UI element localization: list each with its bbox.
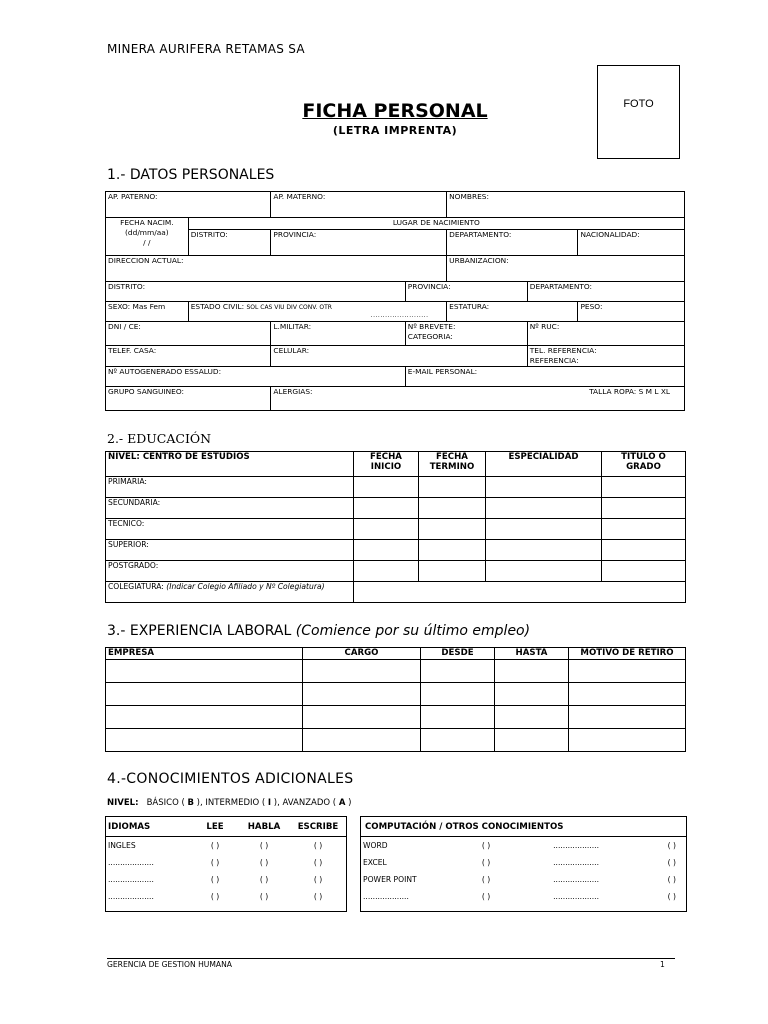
lang-habla-check[interactable]: ( ) — [259, 858, 269, 867]
referencia-label: REFERENCIA: — [529, 356, 579, 365]
section-experience-title: 3.- EXPERIENCIA LABORAL (Comience por su último empleo) — [107, 623, 531, 639]
comp-name[interactable]: ................... — [363, 892, 409, 901]
exp-cell[interactable] — [106, 706, 303, 729]
direccion-field[interactable]: DIRECCION ACTUAL: — [106, 256, 447, 282]
grupo-sanguineo-field[interactable]: GRUPO SANGUINEO: — [106, 387, 271, 411]
distrito-field[interactable]: DISTRITO: — [106, 282, 406, 302]
exp-cell[interactable] — [106, 660, 303, 683]
edu-cell[interactable] — [354, 477, 419, 498]
exp-cell[interactable] — [421, 683, 495, 706]
edu-cell[interactable] — [486, 540, 602, 561]
edu-cell[interactable] — [419, 477, 486, 498]
departamento-nac-field[interactable]: DEPARTAMENTO: — [447, 230, 578, 256]
edu-row-label: SECUNDARIA: — [106, 498, 354, 519]
ruc-field[interactable]: Nº RUC: — [527, 322, 684, 346]
edu-cell[interactable] — [486, 498, 602, 519]
comp-name[interactable]: POWER POINT — [363, 875, 417, 884]
militar-field[interactable]: L.MILITAR: — [271, 322, 405, 346]
comp-check[interactable]: ( ) — [481, 858, 491, 867]
edu-header-titulo: TITULO O GRADO — [602, 452, 686, 477]
edu-cell[interactable] — [419, 561, 486, 582]
lang-header-escribe: ESCRIBE — [297, 822, 339, 832]
edu-cell[interactable] — [354, 540, 419, 561]
nivel-legend: NIVEL: BÁSICO ( B ), INTERMEDIO ( I ), AVANZADO ( A ) — [107, 798, 352, 808]
colegiatura-label: COLEGIATURA: (Indicar Colegio Afiliado y Nº Colegiatura) — [106, 582, 354, 603]
lang-name[interactable]: ................... — [108, 858, 154, 867]
lang-name[interactable]: INGLES — [108, 841, 136, 850]
brevete-label: Nº BREVETE: — [407, 322, 456, 331]
edu-row-label: PRIMARIA: — [106, 477, 354, 498]
languages-box — [105, 816, 347, 912]
edu-row-label: SUPERIOR: — [106, 540, 354, 561]
edu-header-termino: FECHA TERMINO — [419, 452, 486, 477]
comp-other-check[interactable]: ( ) — [667, 892, 676, 901]
ap-paterno-field[interactable]: AP. PATERNO: — [106, 192, 271, 218]
exp-cell[interactable] — [495, 729, 569, 752]
exp-header-hasta: HASTA — [495, 648, 569, 660]
edu-cell[interactable] — [602, 477, 686, 498]
lugar-nac-label: LUGAR DE NACIMIENTO — [188, 218, 684, 230]
exp-cell[interactable] — [421, 729, 495, 752]
computing-header: COMPUTACIÓN / OTROS CONOCIMIENTOS — [365, 822, 564, 832]
lang-name[interactable]: ................... — [108, 875, 154, 884]
provincia-nac-field[interactable]: PROVINCIA: — [271, 230, 447, 256]
computing-divider — [361, 836, 686, 837]
footer-department: GERENCIA DE GESTION HUMANA — [107, 960, 232, 969]
exp-cell[interactable] — [303, 660, 421, 683]
nacionalidad-field[interactable]: NACIONALIDAD: — [578, 230, 685, 256]
lang-escribe-check[interactable]: ( ) — [313, 841, 323, 850]
email-field[interactable]: E-MAIL PERSONAL: — [405, 367, 684, 387]
computing-rows — [361, 841, 686, 909]
exp-cell[interactable] — [569, 683, 686, 706]
edu-cell[interactable] — [602, 561, 686, 582]
lang-header-lee: LEE — [206, 822, 224, 832]
estatura-field[interactable]: ESTATURA: — [447, 302, 578, 322]
education-table — [105, 451, 686, 603]
sexo-field[interactable]: SEXO: Mas Fem — [106, 302, 189, 322]
exp-cell[interactable] — [569, 660, 686, 683]
exp-cell[interactable] — [569, 706, 686, 729]
comp-other-name[interactable]: ................... — [553, 875, 599, 884]
essalud-field[interactable]: Nº AUTOGENERADO ESSALUD: — [106, 367, 406, 387]
lang-lee-check[interactable]: ( ) — [210, 858, 220, 867]
experience-table — [105, 647, 686, 752]
tel-ref-label: TEL. REFERENCIA: — [529, 346, 597, 355]
alergias-label: ALERGIAS: — [273, 387, 313, 396]
fecha-nac-label: FECHA NACIM. — [120, 218, 174, 227]
distrito-nac-field[interactable]: DISTRITO: — [188, 230, 271, 256]
lang-header-idiomas: IDIOMAS — [108, 822, 151, 832]
edu-cell[interactable] — [486, 519, 602, 540]
comp-other-name[interactable]: ................... — [553, 841, 599, 850]
edu-header-nivel: NIVEL: CENTRO DE ESTUDIOS — [106, 452, 354, 477]
telef-field[interactable]: TELEF. CASA: — [106, 346, 271, 367]
exp-cell[interactable] — [495, 706, 569, 729]
talla-ropa-label: TALLA ROPA: S M L XL — [589, 387, 670, 396]
lang-lee-check[interactable]: ( ) — [210, 892, 220, 901]
estado-civil-label: ESTADO CIVIL: — [190, 302, 245, 311]
edu-cell[interactable] — [602, 519, 686, 540]
fecha-fmt-label: (dd/mm/aa) — [125, 228, 169, 237]
edu-cell[interactable] — [602, 498, 686, 519]
computing-box — [360, 816, 687, 912]
exp-cell[interactable] — [495, 683, 569, 706]
tel-ref-field[interactable] — [527, 346, 684, 367]
edu-cell[interactable] — [419, 540, 486, 561]
exp-cell[interactable] — [421, 660, 495, 683]
lang-escribe-check[interactable]: ( ) — [313, 875, 323, 884]
ap-materno-field[interactable]: AP. MATERNO: — [271, 192, 447, 218]
page-subtitle: (LETRA IMPRENTA) — [332, 124, 458, 137]
section-experience-note: (Comience por su último empleo) — [295, 623, 531, 639]
estado-civil-options: SOL CAS VIU DIV CONV. OTR — [246, 304, 332, 311]
comp-check[interactable]: ( ) — [481, 841, 491, 850]
languages-rows — [106, 841, 346, 909]
edu-cell[interactable] — [486, 477, 602, 498]
comp-other-check[interactable]: ( ) — [667, 875, 676, 884]
peso-field[interactable]: PESO: — [578, 302, 685, 322]
edu-header-especialidad: ESPECIALIDAD — [486, 452, 602, 477]
lang-habla-check[interactable]: ( ) — [259, 892, 269, 901]
comp-other-name[interactable]: ................... — [553, 858, 599, 867]
edu-cell[interactable] — [419, 498, 486, 519]
estado-civil-dots: ........................ — [370, 312, 429, 319]
alergias-field[interactable] — [271, 387, 685, 411]
comp-other-check[interactable]: ( ) — [667, 858, 676, 867]
edu-cell[interactable] — [602, 540, 686, 561]
comp-other-check[interactable]: ( ) — [667, 841, 676, 850]
lang-habla-check[interactable]: ( ) — [259, 841, 269, 850]
fecha-slashes: / / — [143, 238, 151, 247]
section-knowledge-title: 4.-CONOCIMIENTOS ADICIONALES — [107, 771, 354, 787]
languages-divider — [106, 836, 346, 837]
estado-civil-field[interactable] — [188, 302, 446, 322]
exp-cell[interactable] — [303, 683, 421, 706]
exp-cell[interactable] — [106, 683, 303, 706]
page-title: FICHA PERSONAL — [302, 100, 488, 122]
languages-table — [106, 817, 346, 837]
urbanizacion-field[interactable]: URBANIZACION: — [447, 256, 685, 282]
section-education-title: 2.- EDUCACIÓN — [107, 431, 212, 446]
exp-cell[interactable] — [495, 660, 569, 683]
comp-check[interactable]: ( ) — [481, 892, 491, 901]
colegiatura-field[interactable] — [354, 582, 686, 603]
edu-cell[interactable] — [354, 498, 419, 519]
exp-cell[interactable] — [106, 729, 303, 752]
lang-habla-check[interactable]: ( ) — [259, 875, 269, 884]
lang-lee-check[interactable]: ( ) — [210, 841, 220, 850]
exp-header-empresa: EMPRESA — [106, 648, 303, 660]
comp-other-name[interactable]: ................... — [553, 892, 599, 901]
departamento-field[interactable]: DEPARTAMENTO: — [527, 282, 684, 302]
provincia-field[interactable]: PROVINCIA: — [405, 282, 527, 302]
exp-cell[interactable] — [569, 729, 686, 752]
exp-cell[interactable] — [303, 706, 421, 729]
exp-header-desde: DESDE — [421, 648, 495, 660]
dni-field[interactable]: DNI / CE: — [106, 322, 271, 346]
fecha-nac-field[interactable] — [106, 218, 189, 256]
photo-label: FOTO — [623, 98, 654, 110]
comp-name[interactable]: EXCEL — [363, 858, 387, 867]
company-name: MINERA AURIFERA RETAMAS SA — [107, 42, 305, 56]
comp-check[interactable]: ( ) — [481, 875, 491, 884]
personal-data-table — [105, 191, 685, 411]
categoria-label: CATEGORIA: — [407, 332, 453, 341]
lang-name[interactable]: ................... — [108, 892, 154, 901]
edu-cell[interactable] — [354, 561, 419, 582]
section-personal-title: 1.- DATOS PERSONALES — [107, 167, 275, 183]
footer-divider — [107, 958, 675, 959]
nombres-field[interactable]: NOMBRES: — [447, 192, 685, 218]
edu-cell[interactable] — [486, 561, 602, 582]
colegiatura-note: (Indicar Colegio Afiliado y Nº Colegiatura) — [166, 582, 325, 591]
edu-row-label: POSTGRADO: — [106, 561, 354, 582]
lang-header-habla: HABLA — [247, 822, 281, 832]
lang-lee-check[interactable]: ( ) — [210, 875, 220, 884]
edu-row-label: TECNICO: — [106, 519, 354, 540]
exp-header-motivo: MOTIVO DE RETIRO — [569, 648, 686, 660]
celular-field[interactable]: CELULAR: — [271, 346, 527, 367]
lang-escribe-check[interactable]: ( ) — [313, 858, 323, 867]
exp-cell[interactable] — [303, 729, 421, 752]
brevete-field[interactable] — [405, 322, 527, 346]
comp-name[interactable]: WORD — [363, 841, 388, 850]
lang-escribe-check[interactable]: ( ) — [313, 892, 323, 901]
exp-cell[interactable] — [421, 706, 495, 729]
page-number: 1 — [660, 960, 665, 969]
edu-cell[interactable] — [354, 519, 419, 540]
exp-header-cargo: CARGO — [303, 648, 421, 660]
edu-cell[interactable] — [419, 519, 486, 540]
edu-header-inicio: FECHA INICIO — [354, 452, 419, 477]
